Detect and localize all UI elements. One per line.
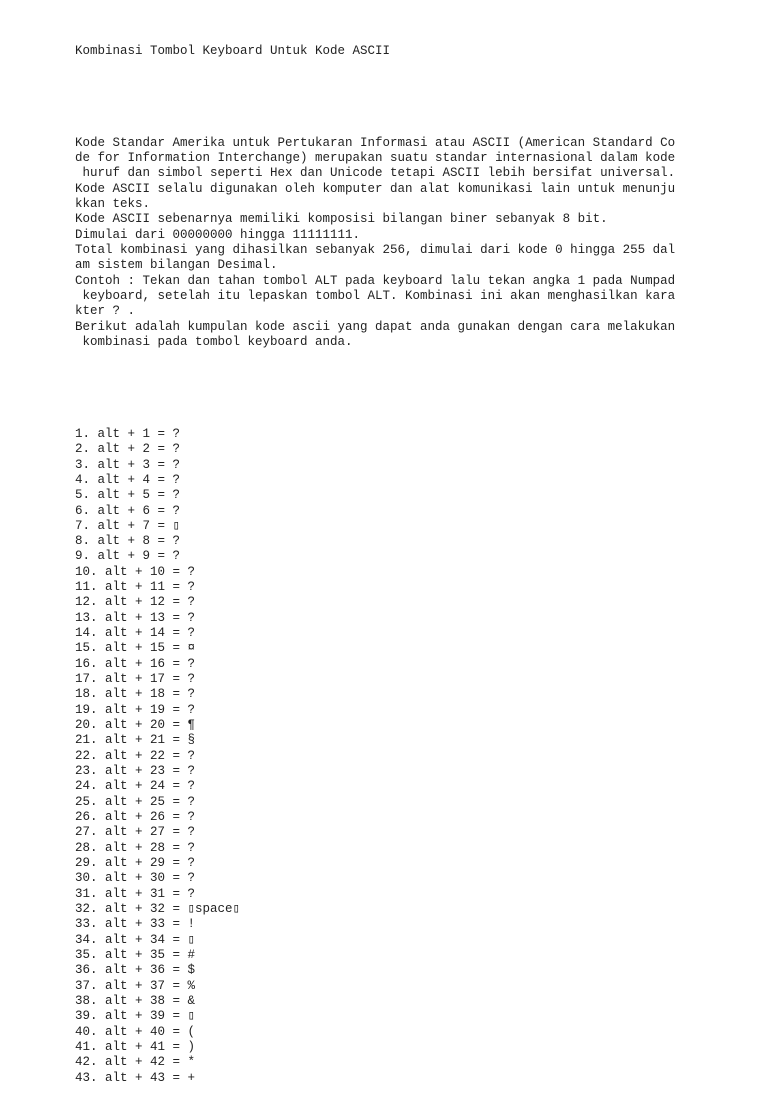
list-item: 14. alt + 14 = ? bbox=[75, 626, 196, 641]
list-item: 34. alt + 34 = ▯ bbox=[75, 932, 196, 947]
list-item: 39. alt + 39 = ▯ bbox=[75, 1009, 196, 1024]
ascii-code-list bbox=[75, 427, 755, 1086]
paragraph-line: Total kombinasi yang dihasilkan sebanyak 256, dimulai dari kode 0 hingga 255 dal bbox=[75, 242, 676, 257]
blank-line bbox=[75, 381, 755, 396]
paragraph-line: kkan teks. bbox=[75, 196, 151, 211]
list-item: 30. alt + 30 = ? bbox=[75, 871, 196, 886]
list-item: 42. alt + 42 = * bbox=[75, 1055, 196, 1070]
list-item: 33. alt + 33 = ! bbox=[75, 917, 196, 932]
list-item: 16. alt + 16 = ? bbox=[75, 656, 196, 671]
list-item: 3. alt + 3 = ? bbox=[75, 457, 181, 472]
list-item: 20. alt + 20 = ¶ bbox=[75, 718, 196, 733]
paragraph-line: am sistem bilangan Desimal. bbox=[75, 258, 278, 273]
intro-paragraph bbox=[75, 136, 755, 351]
list-item: 23. alt + 23 = ? bbox=[75, 764, 196, 779]
list-item: 37. alt + 37 = % bbox=[75, 978, 196, 993]
list-item: 21. alt + 21 = § bbox=[75, 733, 196, 748]
list-item: 13. alt + 13 = ? bbox=[75, 610, 196, 625]
paragraph-line: keyboard, setelah itu lepaskan tombol ALT. Kombinasi ini akan menghasilkan kara bbox=[75, 288, 676, 303]
list-item: 43. alt + 43 = + bbox=[75, 1070, 196, 1085]
list-item: 22. alt + 22 = ? bbox=[75, 748, 196, 763]
document-title: Kombinasi Tombol Keyboard Untuk Kode ASCII bbox=[75, 43, 391, 58]
paragraph-line: kombinasi pada tombol keyboard anda. bbox=[75, 334, 353, 349]
blank-line bbox=[75, 90, 755, 105]
list-item: 27. alt + 27 = ? bbox=[75, 825, 196, 840]
list-item: 7. alt + 7 = ▯ bbox=[75, 518, 181, 533]
paragraph-line: Kode ASCII sebenarnya memiliki komposisi bilangan biner sebanyak 8 bit. bbox=[75, 212, 608, 227]
list-item: 41. alt + 41 = ) bbox=[75, 1039, 196, 1054]
list-item: 1. alt + 1 = ? bbox=[75, 426, 181, 441]
list-item: 26. alt + 26 = ? bbox=[75, 810, 196, 825]
paragraph-line: de for Information Interchange) merupakan suatu standar internasional dalam kode bbox=[75, 150, 676, 165]
list-item: 15. alt + 15 = ¤ bbox=[75, 641, 196, 656]
list-item: 31. alt + 31 = ? bbox=[75, 886, 196, 901]
paragraph-line: huruf dan simbol seperti Hex dan Unicode tetapi ASCII lebih bersifat universal. bbox=[75, 166, 676, 181]
list-item: 36. alt + 36 = $ bbox=[75, 963, 196, 978]
list-item: 10. alt + 10 = ? bbox=[75, 564, 196, 579]
paragraph-line: kter ? . bbox=[75, 304, 136, 319]
list-item: 25. alt + 25 = ? bbox=[75, 794, 196, 809]
list-item: 28. alt + 28 = ? bbox=[75, 840, 196, 855]
list-item: 32. alt + 32 = ▯space▯ bbox=[75, 902, 241, 917]
list-item: 9. alt + 9 = ? bbox=[75, 549, 181, 564]
paragraph-line: Kode Standar Amerika untuk Pertukaran Informasi atau ASCII (American Standard Co bbox=[75, 135, 676, 150]
list-item: 35. alt + 35 = # bbox=[75, 948, 196, 963]
document-page bbox=[75, 13, 755, 1101]
list-item: 5. alt + 5 = ? bbox=[75, 488, 181, 503]
paragraph-line: Berikut adalah kumpulan kode ascii yang dapat anda gunakan dengan cara melakukan bbox=[75, 319, 676, 334]
list-item: 8. alt + 8 = ? bbox=[75, 534, 181, 549]
list-item: 40. alt + 40 = ( bbox=[75, 1024, 196, 1039]
list-item: 38. alt + 38 = & bbox=[75, 994, 196, 1008]
paragraph-line: Dimulai dari 00000000 hingga 11111111. bbox=[75, 227, 361, 242]
list-item: 11. alt + 11 = ? bbox=[75, 580, 196, 595]
list-item: 2. alt + 2 = ? bbox=[75, 442, 181, 457]
list-item: 4. alt + 4 = ? bbox=[75, 472, 181, 487]
paragraph-line: Contoh : Tekan dan tahan tombol ALT pada keyboard lalu tekan angka 1 pada Numpad bbox=[75, 273, 676, 288]
list-item: 12. alt + 12 = ? bbox=[75, 595, 196, 610]
list-item: 18. alt + 18 = ? bbox=[75, 687, 196, 702]
list-item: 24. alt + 24 = ? bbox=[75, 779, 196, 794]
paragraph-line: Kode ASCII selalu digunakan oleh komputer dan alat komunikasi lain untuk menunju bbox=[75, 181, 676, 196]
list-item: 19. alt + 19 = ? bbox=[75, 702, 196, 717]
list-item: 17. alt + 17 = ? bbox=[75, 672, 196, 687]
list-item: 29. alt + 29 = ? bbox=[75, 856, 196, 871]
list-item: 6. alt + 6 = ? bbox=[75, 503, 181, 518]
